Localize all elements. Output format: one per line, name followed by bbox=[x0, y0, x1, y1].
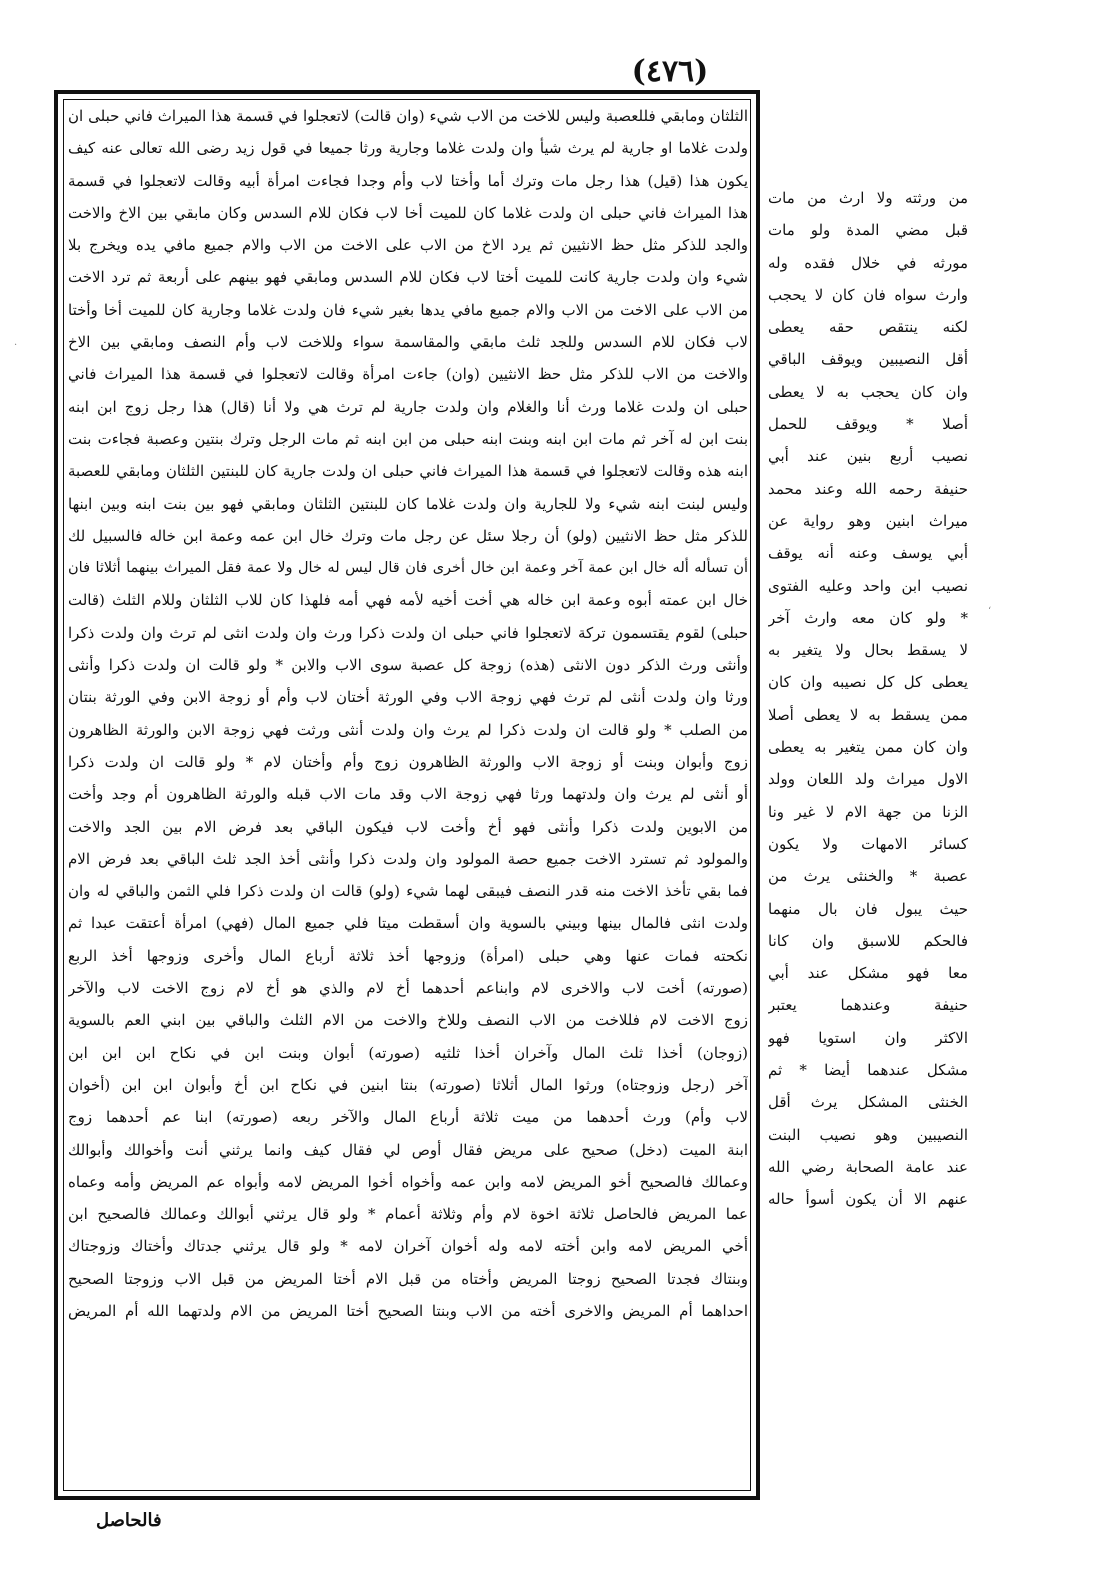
margin-text-line: * ولو كان معه وارث آخر bbox=[768, 608, 968, 627]
margin-text-line: ممن يسقط به لا يعطى أصلا bbox=[768, 705, 968, 724]
main-text-line: والمولود ثم تسترد الاخت جميع حصة المولود وان ولدت ذكرا وأنثى أخذ الجد ثلث الباقي بعد فرض الام bbox=[68, 849, 748, 868]
main-text-line: ابنه هذه وقالت لاتعجلوا في قسمة هذا الميراث فاني حبلى ان ولدت جارية كان للبنتين الثلثان ومابقي للعصبة bbox=[68, 462, 748, 481]
margin-text-line: الزنا من جهة الام لا غير ونا bbox=[768, 802, 968, 821]
main-text-line: زوج الاخت لام فللاخت من الاب النصف وللاخ والاخت من الام الثلث والباقي بين ابني العم بالسوية bbox=[68, 1011, 748, 1030]
main-text-line: هذا الميراث فاني حبلى ان ولدت غلاما كان للميت أخا لاب فكان للام السدس وكان مابقي بين الاخ والاخت bbox=[68, 203, 748, 222]
margin-text-line: أصلا * ويوقف للحمل bbox=[768, 415, 968, 434]
main-text-line: للذكر مثل حظ الانثيين (ولو) أن رجلا سئل عن رجل مات وترك خال ابن عمه وعمة ابن خاله فالسبيل لك bbox=[68, 526, 748, 545]
main-text-line: ولدت غلاما او جارية لم يرث شيأ وان ولدت غلاما وجارية ورثا جميعا في قول زيد رضى الله تعالى عنه كيف bbox=[68, 139, 748, 158]
margin-text-line: أبي يوسف وعنه أنه يوقف bbox=[768, 544, 968, 563]
margin-text-line: حنيفة رحمه الله وعند محمد bbox=[768, 479, 968, 498]
margin-text-line: معا فهو مشكل عند أبي bbox=[768, 964, 968, 983]
margin-text-line: قبل مضي المدة ولو مات bbox=[768, 221, 968, 240]
main-text-line: احداهما أم المريض والاخرى أخته من الاب وبنتا الصحيح أختا المريض من الام ولدتهما الله أم المريض bbox=[68, 1301, 748, 1320]
main-text-block bbox=[68, 100, 748, 1492]
page-number: (٤٧٦) bbox=[631, 54, 709, 89]
margin-text-line: مشكل عندهما أيضا * ثم bbox=[768, 1061, 968, 1080]
margin-text-line: وان كان يحجب به لا يعطى bbox=[768, 382, 968, 401]
margin-commentary bbox=[768, 182, 968, 1492]
main-text-line: ابنة الميت (دخل) صحيح على مريض فقال أوص لي فقال كيف وانما يرثني أنت وأخوالك وأبوالك bbox=[68, 1140, 748, 1159]
catchword: فالحاصل bbox=[96, 1510, 162, 1531]
main-text-line: أن تسأله أله خال ابن عمة آخر وعمة ابن خال أخرى فان قال ليس له خال ولا عمة فقل الميراث بينهما أثلاثا فان bbox=[68, 560, 748, 577]
margin-text-line: أقل النصيبين ويوقف الباقي bbox=[768, 350, 968, 369]
margin-text-line: حيث يبول فان بال منهما bbox=[768, 899, 968, 918]
margin-text-line: لكنه ينتقص حقه يعطى bbox=[768, 318, 968, 337]
main-text-line: من الصلب * ولو قالت ان ولدت ذكرا لم يرث وان ولدت أنثى ورثت فهي زوجة الابن والورثة الظاهرون bbox=[68, 720, 748, 739]
main-text-line: (صورته) أخت لاب والاخرى لام وابناعم أحدهما أخ لام والذي هو أخ لام زوج الاخت لاب والآخر bbox=[68, 979, 748, 998]
main-text-line: شيء وان ولدت جارية كانت للميت أختا لاب فكان للام السدس ومابقي فهو بينهم على أربعة ثم ترد الاخت bbox=[68, 268, 748, 287]
margin-text-line: عصبة * والخنثى يرث من bbox=[768, 867, 968, 886]
margin-speck: · bbox=[14, 340, 18, 351]
main-text-line: فما بقي تأخذ الاخت منه قدر النصف فيبقى لهما شيء (ولو) قالت ان ولدت ذكرا فلي الثمن والباقي له وان bbox=[68, 882, 748, 901]
main-text-line: خال ابن عمته أبوه وعمة ابن خاله هي أخت أخيه لأمه فهي أمه فلهذا كان للاب الثلثان وللام الثلث (قالت bbox=[68, 591, 748, 610]
margin-text-line: مورثه في خلال فقده وله bbox=[768, 253, 968, 272]
main-text-line: حبلى ان ولدت غلاما ورث أنا والغلام وان ولدت جارية لم ترث هي ولا أنا (قال) هذا رجل زوج ابن ابنه bbox=[68, 397, 748, 416]
main-text-line: بنت ابن له آخر ثم مات ابن ابنه وبنت ابنه حبلى من ابن ابنه ثم مات الرجل وترك بنتين وعصبة فجاءت بنت bbox=[68, 429, 748, 448]
main-text-line: والاخت من الاب للذكر مثل حظ الانثيين (وان) جاءت امرأة وقالت لاتعجلوا في قسمة هذا الميراث فاني bbox=[68, 365, 748, 384]
main-text-line: يكون هذا (قيل) هذا رجل مات وترك أما وأختا لاب وأم وجدا فجاءت امرأة أبيه وقالت لاتعجلوا في قسمة bbox=[68, 171, 748, 190]
margin-text-line: ميراث ابنين وهو رواية عن bbox=[768, 511, 968, 530]
main-text-line: آخر (رجل وزوجتاه) ورثوا المال أثلاثا (صورته) بنتا ابنين في نكاح ابن أخ وأبوان ابن ابن (أخوان bbox=[68, 1075, 748, 1094]
margin-text-line: الاول ميراث ولد اللعان وولد bbox=[768, 770, 968, 789]
margin-text-line: الاكثر وان استويا فهو bbox=[768, 1028, 968, 1047]
margin-speck: ʻ bbox=[988, 606, 992, 617]
main-text-line: حبلى) لقوم يقتسمون تركة لاتعجلوا فاني حبلى ان ولدت ذكرا ورث وان ولدت انثى لم ترث وان ولدت ذكرا bbox=[68, 623, 748, 642]
main-text-line: ورثا وان ولدت أنثى لم ترث فهي زوجة الاب وفي الورثة أختان لاب وأم أو زوجة الابن وفي الورثة بنتان bbox=[68, 688, 748, 707]
margin-text-line: نصيب أربع بنين عند أبي bbox=[768, 447, 968, 466]
main-text-line: من الابوين ولدت ذكرا وأنثى فهو أخ وأخت لاب فيكون الباقي بعد فرض الام بين الجد والاخت bbox=[68, 817, 748, 836]
margin-text-line: كسائر الامهات ولا يكون bbox=[768, 834, 968, 853]
main-text-line: نكحته فمات عنها وهي حبلى (امرأة) وزوجها أخذ ثلاثة أرباع المال وأخرى وزوجها أخذ الربع bbox=[68, 946, 748, 965]
margin-text-line: يعطى كل كل نصيبه وان كان bbox=[768, 673, 968, 692]
main-text-line: ولدت انثى فالمال بينها وبيني بالسوية وان أسقطت ميتا فلي جميع المال (فهي) امرأة أعتقت عبدا ثم bbox=[68, 914, 748, 933]
main-text-line: لاب وأم) ورث أحدهما من ميت ثلاثة أرباع المال والآخر ربعه (صورته) ابنا عم أحدهما زوج bbox=[68, 1108, 748, 1127]
margin-text-line: وان كان ممن يتغير به يعطى bbox=[768, 738, 968, 757]
margin-text-line: عنهم الا أن يكون أسوأ حاله bbox=[768, 1190, 968, 1209]
main-text-line: (زوجان) أخذا ثلث المال وآخران أخذا ثلثيه (صورته) أبوان وبنت ابن في نكاح ابن ابن ابن bbox=[68, 1043, 748, 1062]
main-text-line: وبنتاك فجدتا الصحيح زوجتا المريض وأختاه من قبل الام أختا المريض من قبل الاب وزوجتا الصحيح bbox=[68, 1269, 748, 1288]
main-text-line: وعمالك فالصحيح أخو المريض لامه وابن عمه وأخواه أخوا المريض لامه وأبواه عم المريض وأمه وعماه bbox=[68, 1172, 748, 1191]
margin-text-line: فالحكم للاسبق وان كانا bbox=[768, 931, 968, 950]
margin-text-line: الخنثى المشكل يرث أقل bbox=[768, 1093, 968, 1112]
main-text-line: زوج وأبوان وبنت أو زوجة الاب والورثة الظاهرون زوج وأم وأختان لام * ولو قالت ان ولدت ذكرا bbox=[68, 752, 748, 771]
margin-text-line: من ورثته ولا ارث من مات bbox=[768, 189, 968, 207]
main-text-line: من الاب على الاخت من الاب والام جميع مافي يدها بغير شيء فان ولدت غلاما وجارية كان للميت أخا وأختا bbox=[68, 300, 748, 319]
margin-text-line: عند عامة الصحابة رضي الله bbox=[768, 1157, 968, 1176]
main-text-line: أو أنثى لم يرث وان ولدتهما ورثا فهي زوجة الاب وقد مات الاب قبله والورثة الظاهرون أم وجد وأخت bbox=[68, 785, 748, 804]
main-text-line: وأنثى ورث الذكر دون الانثى (هذه) زوجة كل عصبة سوى الاب والابن * ولو قالت ان ولدت ذكرا وأنثى bbox=[68, 656, 748, 675]
margin-text-line: النصيبين وهو نصيب البنت bbox=[768, 1125, 968, 1144]
main-text-line: عما المريض فالحاصل ثلاثة اخوة لام وأم وثلاثة أعمام * ولو قال يرثني أبوالك وعمالك فالصحيح ابن bbox=[68, 1205, 748, 1224]
margin-text-line: وارث سواه فان كان لا يحجب bbox=[768, 285, 968, 304]
main-text-line: والجد للذكر مثل حظ الانثيين ثم يرد الاخ من الاب على الاخت من الاب والام جميع مافي يده ويخرج بلا bbox=[68, 236, 748, 255]
main-text-line: وليس لبنت ابنه شيء ولا للجارية وان ولدت غلاما كان للبنتين الثلثان ومابقي فهو بين بنت ابنه وبين ابنها bbox=[68, 494, 748, 513]
margin-text-line: نصيب ابن واحد وعليه الفتوى bbox=[768, 576, 968, 595]
main-text-line: لاب فكان للام السدس وللجد ثلث مابقي والمقاسمة سواء وللاخت لاب وأم النصف ومابقي بين الاخ bbox=[68, 333, 748, 352]
main-text-line: الثلثان ومابقي فللعصبة وليس للاخت من الاب شيء (وان قالت) لاتعجلوا في قسمة هذا الميراث فاني حبلى ان bbox=[68, 107, 748, 125]
margin-text-line: حنيفة وعندهما يعتبر bbox=[768, 996, 968, 1015]
main-text-line: أخي المريض لامه وابن أخته لامه وله أخوان آخران لامه * ولو قال يرثني جدتاك وأختاك وزوجتاك bbox=[68, 1237, 748, 1256]
margin-text-line: لا يسقط بحال ولا يتغير به bbox=[768, 641, 968, 660]
